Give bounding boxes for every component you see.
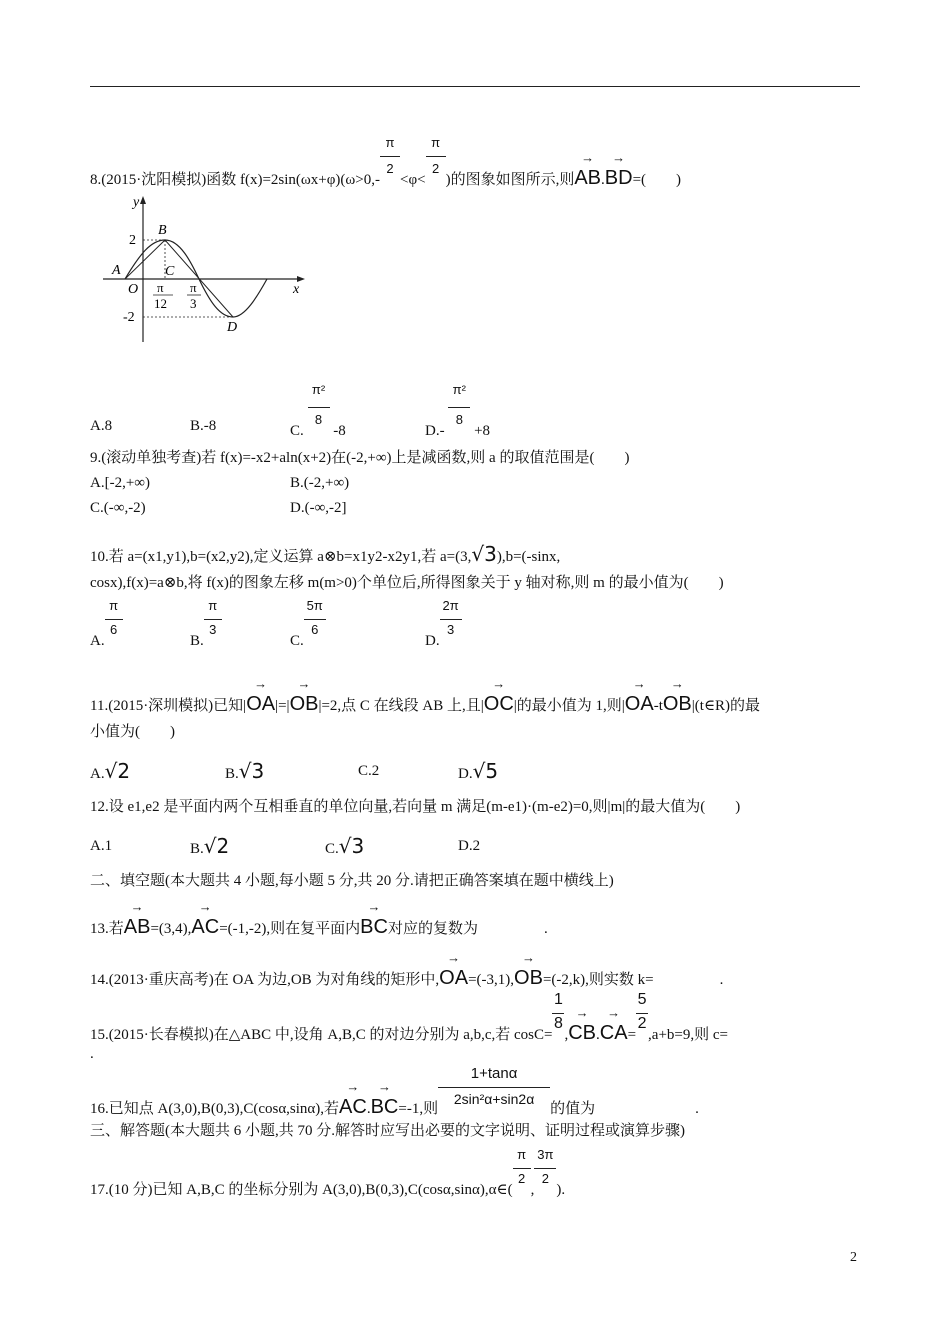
q10-option-b: B. $\frac{\pi}{3}$	[190, 627, 222, 650]
question-10-line1: 10.若 a=(x1,y1),b=(x2,y2),定义运算 a⊗b=x1y2-x2y1,若 a=(3,√3),b=(-sinx,	[90, 542, 561, 566]
question-11-line2: 小值为( )	[90, 724, 175, 740]
question-8: 8.(2015·沈阳模拟)函数 f(x)=2sin(ωx+φ)(ω>0,- $\frac{\pi}{2}$ <φ< $\frac{\pi}{2}$ )的图象如图所示,则 → AB. → BD=( )	[90, 135, 682, 189]
section-3-heading: 三、解答题(本大题共 6 小题,共 70 分.解答时应写出必要的文字说明、证明过程或演算步骤)	[90, 1123, 685, 1139]
graph-y-label: y	[133, 195, 140, 210]
graph-point-b: B	[158, 223, 167, 238]
q11-vector-oc: → OC	[483, 676, 514, 715]
q11-option-d: D.√5	[458, 759, 499, 783]
sine-graph	[95, 192, 310, 352]
q8-suffix: )的图象如图所示,则	[445, 172, 575, 188]
q10-root: √3	[471, 542, 497, 566]
q12-option-c: C.√3	[325, 834, 365, 858]
q13-vector-ac: → AC	[191, 899, 220, 938]
q11-vector-oa-2: → OA	[624, 676, 654, 715]
graph-origin: O	[128, 282, 139, 297]
q10-option-d: D. $\frac{2\pi}{3}$	[425, 627, 462, 650]
q12-option-a: A.1	[90, 838, 113, 854]
q12-option-d: D.2	[458, 838, 481, 854]
q8-tail: =( )	[632, 172, 682, 188]
question-12: 12.设 e1,e2 是平面内两个互相垂直的单位向量,若向量 m 满足(m-e1)·(m-e2)=0,则|m|的最大值为( )	[90, 799, 741, 815]
q11-option-b: B.√3	[225, 759, 265, 783]
q11-vector-oa: → OA	[246, 676, 276, 715]
q8-mid: <φ<	[400, 172, 426, 188]
graph-tick-2: 2	[129, 233, 136, 248]
graph-point-a: A	[112, 263, 121, 278]
q13-vector-bc: → BC	[360, 899, 388, 938]
q8-vector-ab: → AB	[574, 150, 602, 189]
q16-vector-ac: → AC	[339, 1079, 367, 1118]
q11-vector-ob: → OB	[289, 676, 319, 715]
question-9: 9.(滚动单独考查)若 f(x)=-x2+aln(x+2)在(-2,+∞)上是减函数,则 a 的取值范围是( )	[90, 450, 630, 466]
question-15: 15.(2015·长春模拟)在△ABC 中,设角 A,B,C 的对边分别为 a,b,c,若 cosC= $\frac{1}{8}$ , → CB. → CA= $\frac{5}{2}$ ,a+b=9,则 c=	[90, 991, 728, 1044]
q10-option-a: A. $\frac{\pi}{6}$	[90, 627, 123, 650]
q8-option-b: B.-8	[190, 418, 217, 434]
graph-point-d: D	[227, 320, 238, 335]
page-number: 2	[850, 1250, 857, 1265]
graph-point-c: C	[165, 264, 175, 279]
question-16: 16.已知点 A(3,0),B(0,3),C(cosα,sinα),若 → AC. → BC=-1,则 $\frac{1+\tan\alpha}{\text{2sin²α+sin2α}}$ 的值为 .	[90, 1065, 699, 1118]
q8-option-a: A.8	[90, 418, 113, 434]
graph-xt2-den: 3	[190, 296, 197, 311]
q12-option-b: B.√2	[190, 834, 230, 858]
q9-option-b: B.(-2,+∞)	[290, 475, 350, 491]
q11-vector-ob-2: → OB	[662, 676, 692, 715]
q16-vector-bc: → BC	[370, 1079, 399, 1118]
q8-frac2: $\frac{\pi}{2}$	[426, 166, 446, 184]
q14-vector-ob: → OB	[514, 950, 543, 989]
section-2-heading: 二、填空题(本大题共 4 小题,每小题 5 分,共 20 分.请把正确答案填在题中横线上)	[90, 873, 614, 889]
graph-xt2-num: π	[190, 280, 197, 295]
question-10-line2: cosx),f(x)=a⊗b,将 f(x)的图象左移 m(m>0)个单位后,所得图象关于 y 轴对称,则 m 的最小值为( )	[90, 575, 724, 591]
top-rule	[90, 86, 860, 87]
q9-option-c: C.(-∞,-2)	[90, 500, 146, 516]
q14-vector-oa: → OA	[439, 950, 469, 989]
q11-option-c: C.2	[358, 763, 380, 779]
q10-option-c: C. $\frac{5\pi}{6}$	[290, 627, 326, 650]
q15-vector-cb: → CB	[568, 1005, 597, 1044]
graph-tick-neg2: -2	[123, 310, 135, 325]
q8-vector-bd: → BD	[604, 150, 633, 189]
graph-x-label: x	[293, 282, 300, 297]
q15-vector-ca: → CA	[599, 1005, 628, 1044]
q11-option-a: A.√2	[90, 759, 131, 783]
q8-prefix: 8.(2015·沈阳模拟)函数 f(x)=2sin(ωx+φ)(ω>0,-	[90, 172, 380, 188]
question-14: 14.(2013·重庆高考)在 OA 为边,OB 为对角线的矩形中, → OA=(-3,1), → OB=(-2,k),则实数 k= .	[90, 950, 724, 989]
q8-frac1: $\frac{\pi}{2}$	[380, 166, 400, 184]
q8-option-c: C. $\frac{\text{π²}}{8}$ -8	[290, 382, 346, 439]
graph-xt1-num: π	[157, 280, 164, 295]
q9-option-d: D.(-∞,-2]	[290, 500, 347, 516]
question-15-line2: .	[90, 1046, 94, 1062]
question-13: 13.若 → AB=(3,4), → AC=(-1,-2),则在复平面内 → BC对应的复数为 .	[90, 899, 548, 938]
question-11-line1: 11.(2015·深圳模拟)已知| → OA|=| → OB|=2,点 C 在线段 AB 上,且| → OC|的最小值为 1,则| → OA-t → OB|(t∈R)的最	[90, 676, 761, 715]
question-17: 17.(10 分)已知 A,B,C 的坐标分别为 A(3,0),B(0,3),C(cosα,sinα),α∈( $\frac{\pi}{2}$ , $\frac{3\pi}{2}$ ).	[90, 1147, 566, 1198]
q13-vector-ab: → AB	[123, 899, 151, 938]
graph-xt1-den: 12	[154, 296, 167, 311]
q9-option-a: A.[-2,+∞)	[90, 475, 150, 491]
q8-option-d: D.- $\frac{\text{π²}}{8}$ +8	[425, 382, 491, 439]
